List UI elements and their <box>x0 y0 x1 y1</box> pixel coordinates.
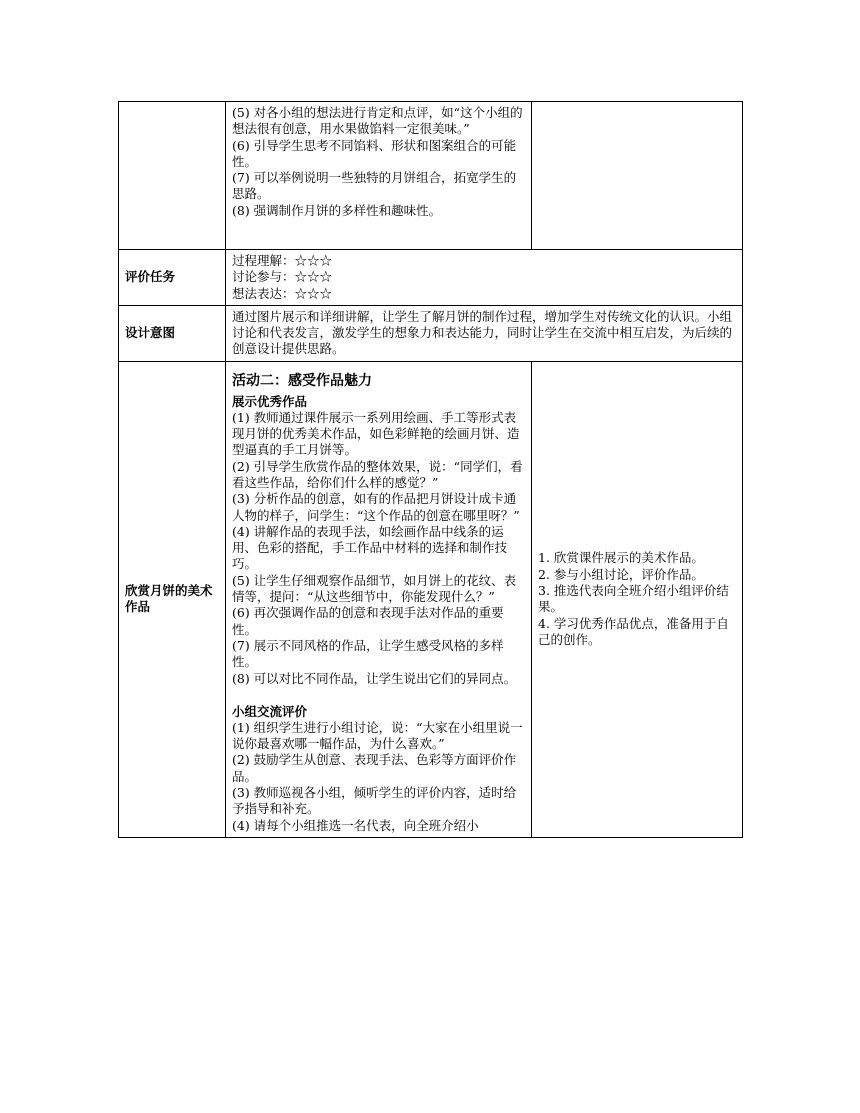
activity-two-heading: 活动二：感受作品魅力 <box>232 372 372 389</box>
table-row-design-intent <box>119 305 743 361</box>
design-intent-content <box>226 305 743 361</box>
section-spacer <box>232 687 525 703</box>
showcase-item-8: (8) 可以对比不同作品，让学生说出它们的异同点。 <box>232 670 517 686</box>
evaluation-label: 评价任务 <box>119 250 226 306</box>
row1-student-cell <box>532 102 743 250</box>
design-intent-text: 通过图片展示和详细讲解，让学生了解月饼的制作过程，增加学生对传统文化的认识。小组讨论和代表发言，激发学生的想象力和表达能力，同时让学生在交流中相互启发，为后续的创意设计提供思路。 <box>232 308 733 357</box>
student-item-2: 2. 参与小组讨论，评价作品。 <box>538 566 704 582</box>
evaluation-item-process: 过程理解：☆☆☆ <box>232 253 333 268</box>
student-item-3: 3. 推选代表向全班介绍小组评价结果。 <box>538 583 729 615</box>
group-item-3: (3) 教师巡视各小组，倾听学生的评价内容，适时给予指导和补充。 <box>232 785 517 817</box>
student-item-1: 1. 欣赏课件展示的美术作品。 <box>538 550 704 566</box>
showcase-item-5: (5) 让学生仔细观察作品细节，如月饼上的花纹、表情等，提问：“从这些细节中，你能发现什么？” <box>232 572 517 605</box>
row1-item-6: (6) 引导学生思考不同馅料、形状和图案组合的可能性。 <box>232 137 517 169</box>
row1-content-cell <box>226 102 532 250</box>
table-row-evaluation <box>119 250 743 306</box>
section-showcase-title: 展示优秀作品 <box>232 393 308 409</box>
group-item-1: (1) 组织学生进行小组讨论，说：“大家在小组里说一说你最喜欢哪一幅作品，为什么喜欢。” <box>232 719 523 752</box>
evaluation-item-expression: 想法表达：☆☆☆ <box>232 285 333 301</box>
activity-two-teacher-cell <box>226 361 532 837</box>
group-item-4: (4) 请每个小组推选一名代表，向全班介绍小 <box>232 817 479 833</box>
section-group-title: 小组交流评价 <box>232 703 308 719</box>
table-row-activity-two <box>119 361 743 837</box>
showcase-item-6: (6) 再次强调作品的创意和表现手法对作品的重要性。 <box>232 605 504 637</box>
lesson-plan-table <box>118 101 743 838</box>
table-row-continued-activity <box>119 102 743 250</box>
activity-two-student-cell <box>532 361 743 837</box>
row1-item-7: (7) 可以举例说明一些独特的月饼组合，拓宽学生的思路。 <box>232 170 517 202</box>
design-intent-label: 设计意图 <box>119 305 226 361</box>
student-item-4: 4. 学习优秀作品优点，准备用于自己的创作。 <box>538 615 729 647</box>
group-item-2: (2) 鼓励学生从创意、表现手法、色彩等方面评价作品。 <box>232 752 517 784</box>
evaluation-item-discussion: 讨论参与：☆☆☆ <box>232 269 333 285</box>
evaluation-content-cell <box>226 250 743 306</box>
showcase-item-1: (1) 教师通过课件展示一系列用绘画、手工等形式表现月饼的优秀美术作品，如色彩鲜艳的绘画月饼、造型逼真的手工月饼等。 <box>232 409 520 458</box>
showcase-item-7: (7) 展示不同风格的作品，让学生感受风格的多样性。 <box>232 637 504 670</box>
row1-label-cell <box>119 102 226 250</box>
showcase-item-4: (4) 讲解作品的表现手法，如绘画作品中线条的运用、色彩的搭配，手工作品中材料的选择和制作技巧。 <box>232 523 508 572</box>
row1-item-5: (5) 对各小组的想法进行肯定和点评，如“这个小组的想法很有创意，用水果做馅料一定很美味。” <box>232 105 523 137</box>
activity-two-label: 欣赏月饼的美术作品 <box>119 361 226 837</box>
row1-item-8: (8) 强调制作月饼的多样性和趣味性。 <box>232 202 442 218</box>
showcase-item-3: (3) 分析作品的创意，如有的作品把月饼设计成卡通人物的样子，问学生：“这个作品的创意在哪里呀？” <box>232 491 520 523</box>
showcase-item-2: (2) 引导学生欣赏作品的整体效果，说：“同学们，看看这些作品，给你们什么样的感觉？” <box>232 458 523 490</box>
